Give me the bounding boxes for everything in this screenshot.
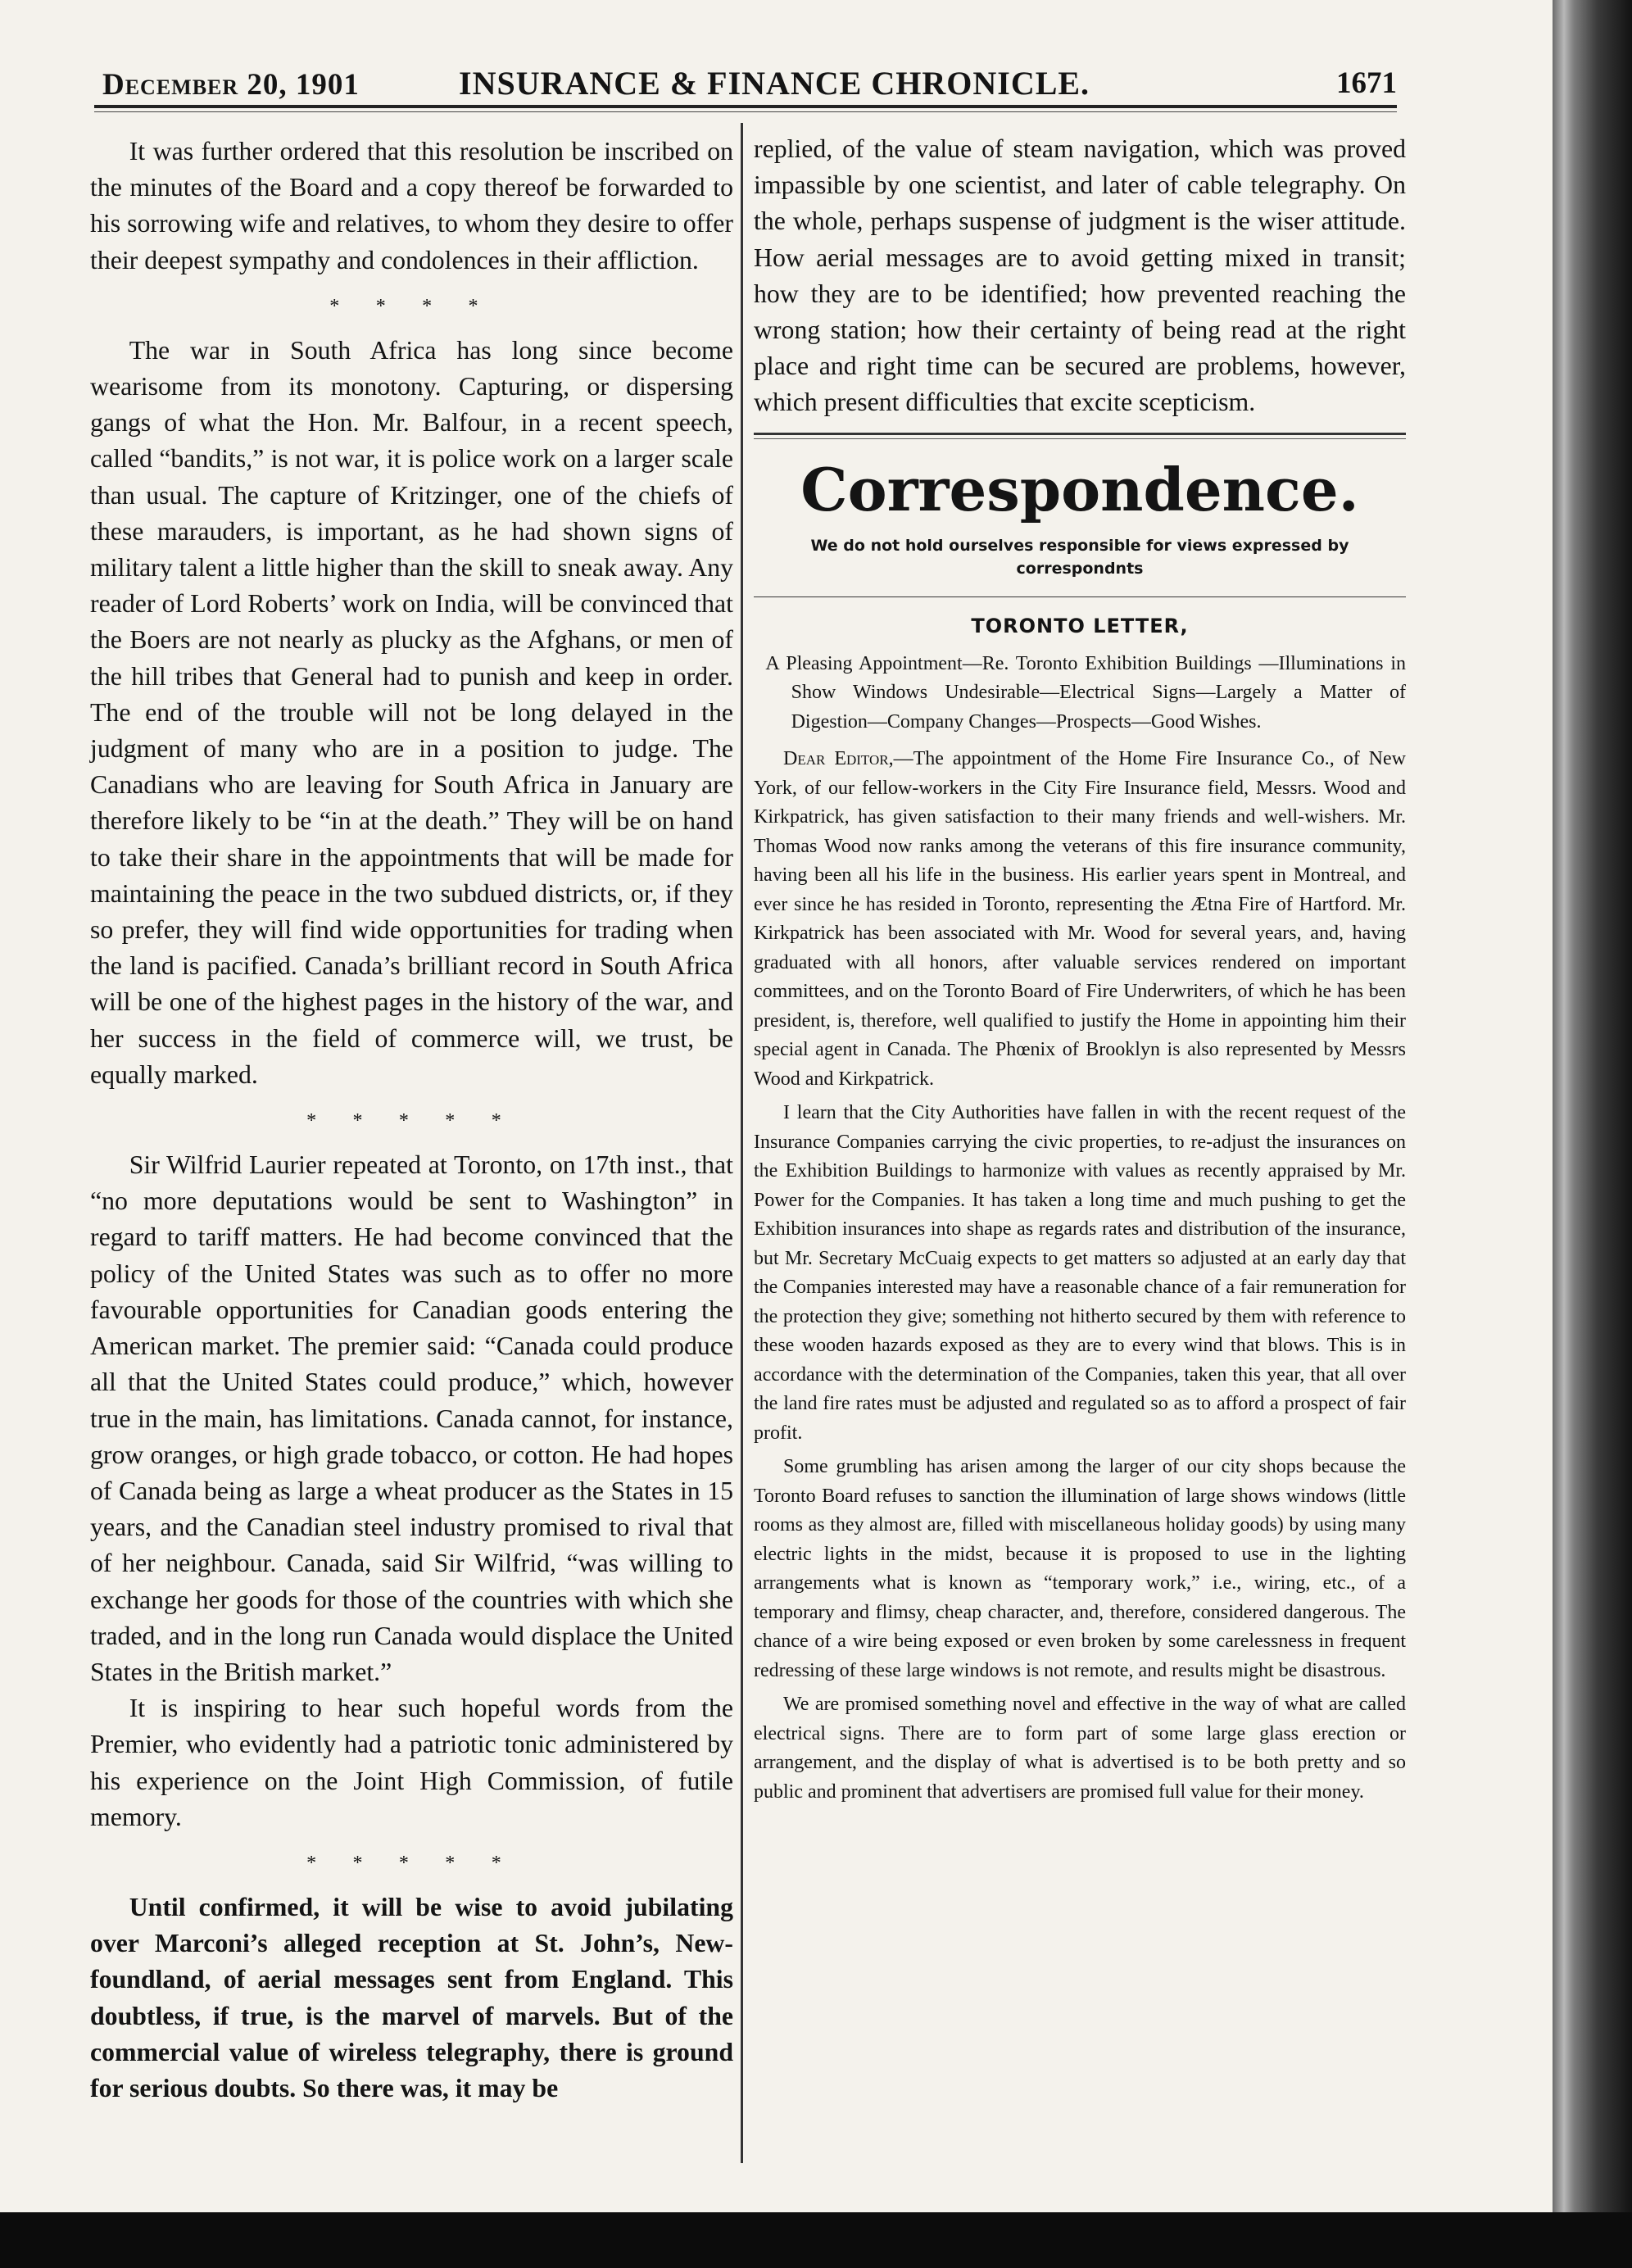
south-africa-paragraph: The war in South Africa has long since become wearisome from its monotony. Capturing, or dispersing gangs of what the Hon. Mr. Balfour, in a recent speech, called “bandits,” is not war, it is police work on a larger scale than usual. The capture of Kritzinger, one of the chiefs of these marauders, is important, as he had shown signs of military talent a little higher than the skill to sneak away. Any reader of Lord Roberts’ work on India, will be convinced that the Boers are not nearly as plucky as the Afghans, or men of the hill tribes that General had to punish and keep in order. The end of the trouble will not be long delayed in the judgment of many who are in a position to judge. The Canadians who are leaving for South Africa in January are therefore likely to be “in at the death.” They will be on hand to take their share in the appointments that will be made for maintaining the peace in the two subdued districts, or, if they so prefer, they will find wide opportunities for trading when the land is pacified. Canada’s brilliant record in South Africa will be one of the highest pages in the history of the war, and her success in the field of commerce will, we trust, be equally marked.	[90, 335, 733, 1089]
laurier-paragraph: Sir Wilfrid Laurier repeated at Toronto, on 17th inst., that “no more deputations would be sent to Washington” in regard to tariff matters. He had become convinced that the policy of the United States was such as to offer no more favourable opportunities for Canadian goods entering the American market. The premier said: “Canada could produce all that the United States could produce,” which, however true in the main, has limitations. Canada cannot, for instance, grow oranges, or high grade tobacco, or cotton. He had hopes of Canada being as large a wheat producer as the States in 15 years, and the Canadian steel industry promised to rival that of her neighbour. Canada, said Sir Wilfrid, “was willing to exchange her goods for those of the countries with which she traded, and in the long run Canada would displace the United States in the British market.”	[90, 1150, 733, 1686]
section-separator: * * * * *	[306, 1110, 517, 1132]
letter-paragraph: Some grumbling has arisen among the larger of our city shops because the Toronto Board refuses to sanction the illumination of large shows windows (little rooms as they almost are, filled with miscellaneous holiday goods) by using many electric lights in the midst, because it is proposed to use in the lighting arrangements what is known as “temporary work,” i.e., wiring, etc., of a temporary and flimsy, cheap character, and, therefore, considered dangerous. The chance of a wire being exposed or even broken by some carelessness in frequent redressing of these large windows is not remote, and results might be disastrous.	[754, 1456, 1406, 1681]
right-column	[754, 131, 1406, 1812]
page-binding-edge	[1553, 0, 1632, 2268]
salutation: Dear Editor,	[783, 748, 894, 770]
column-divider	[741, 123, 743, 2163]
letter-paragraph-text: —The appointment of the Home Fire Insurance Co., of New York, of our fellow-workers in the City Fire Insurance field, Messrs. Wood and Kirkpatrick, has given satisfaction to their many friends and well-wishers. Mr. Thomas Wood now ranks among the veterans of this fire insurance community, having been all his life in the business. His earlier years spent in Montreal, and ever since he has resided in Toronto, representing the Ætna Fire of Hartford. Mr. Kirkpatrick has been associated with Mr. Wood for several years, and, having graduated with all honors, after valuable services rendered on important committees, and on the Toronto Board of Fire Underwriters, of which he has been president, is, therefore, well qualified to justify the Home in appointing him their special agent in Canada. The Phœnix of Brooklyn is also represented by Messrs Wood and Kirkpatrick.	[754, 748, 1406, 1090]
page-number: 1671	[1336, 66, 1397, 100]
letter-paragraph	[754, 745, 1406, 1094]
scan-bottom-edge	[0, 2212, 1632, 2268]
disclaimer-rule	[754, 596, 1406, 597]
correspondence-heading: Correspondence.	[800, 454, 1359, 524]
section-separator: * * * *	[329, 295, 494, 317]
marconi-continuation: replied, of the value of steam navigation, which was proved impassible by one scientist, and later of cable telegraphy. On the whole, perhaps suspense of judgment is the wiser attitude. How aerial messages are to avoid getting mixed in transit; how they are to be identified; how prevented reaching the wrong station; how their certainty of being read at the right place and right time can be secured are problems, however, which present difficulties that excite scepticism.	[754, 134, 1406, 417]
page-header	[94, 49, 1397, 107]
issue-date: December 20, 1901	[102, 68, 360, 102]
left-column	[90, 134, 733, 2107]
section-separator: * * * * *	[306, 1852, 517, 1874]
header-rule-thin	[94, 111, 1397, 112]
letter-subheading: A Pleasing Appointment—Re. Toronto Exhibition Buildings —Illuminations in Show Windows Undesirable—Electrical Signs—Largely a Matter of Digestion—Company Changes—Prospects—Good Wishes.	[765, 652, 1406, 733]
journal-title: INSURANCE & FINANCE CHRONICLE.	[459, 65, 1090, 102]
section-rule	[754, 433, 1406, 439]
letter-title: TORONTO LETTER,	[971, 614, 1189, 637]
resolution-paragraph: It was further ordered that this resolution be inscribed on the minutes of the Board and a copy thereof be forwarded to his sorrowing wife and relatives, to whom they desire to offer their deepest sympathy and condolences in their affliction.	[90, 137, 733, 274]
letter-body	[754, 745, 1406, 1807]
header-rule	[94, 105, 1397, 108]
correspondence-disclaimer: We do not hold ourselves responsible for views expressed by correspondnts	[810, 536, 1349, 578]
premier-paragraph: It is inspiring to hear such hopeful words from the Premier, who evidently had a patriotic tonic administered by his experience on the Joint High Commission, of futile memory.	[90, 1694, 733, 1831]
marconi-paragraph: Until confirmed, it will be wise to avoid jubilating over Marconi’s alleged reception at St. John’s, Newfoundland, of aerial messages sent from England. This doubtless, if true, is the marvel of marvels. But of the commercial value of wireless telegraphy, there is ground for serious doubts. So there was, it may be	[90, 1892, 733, 2102]
letter-paragraph: I learn that the City Authorities have fallen in with the recent request of the Insurance Companies carrying the civic properties, to re-adjust the insurances on the Exhibition Buildings to harmonize with values as recently appraised by Mr. Power for the Companies. It has taken a long time and much pushing to get the Exhibition insurances into shape as regards rates and distribution of the insurance, but Mr. Secretary McCuaig expects to get matters so adjusted at an early day that the Companies interested may have a reasonable chance of a fair remuneration for the protection they give; something not hitherto secured by them with reference to these wooden hazards exposed as they are to every wind that blows. This is in accordance with the determination of the Companies, taken this year, that all over the land fire rates must be adjusted and regulated so as to afford a prospect of fair profit.	[754, 1102, 1406, 1444]
letter-paragraph: We are promised something novel and effective in the way of what are called electrical signs. There are to form part of some large glass erection or arrangement, and the display of what is advertised is to be both pretty and so public and prominent that advertisers are promised full value for their money.	[754, 1694, 1406, 1803]
